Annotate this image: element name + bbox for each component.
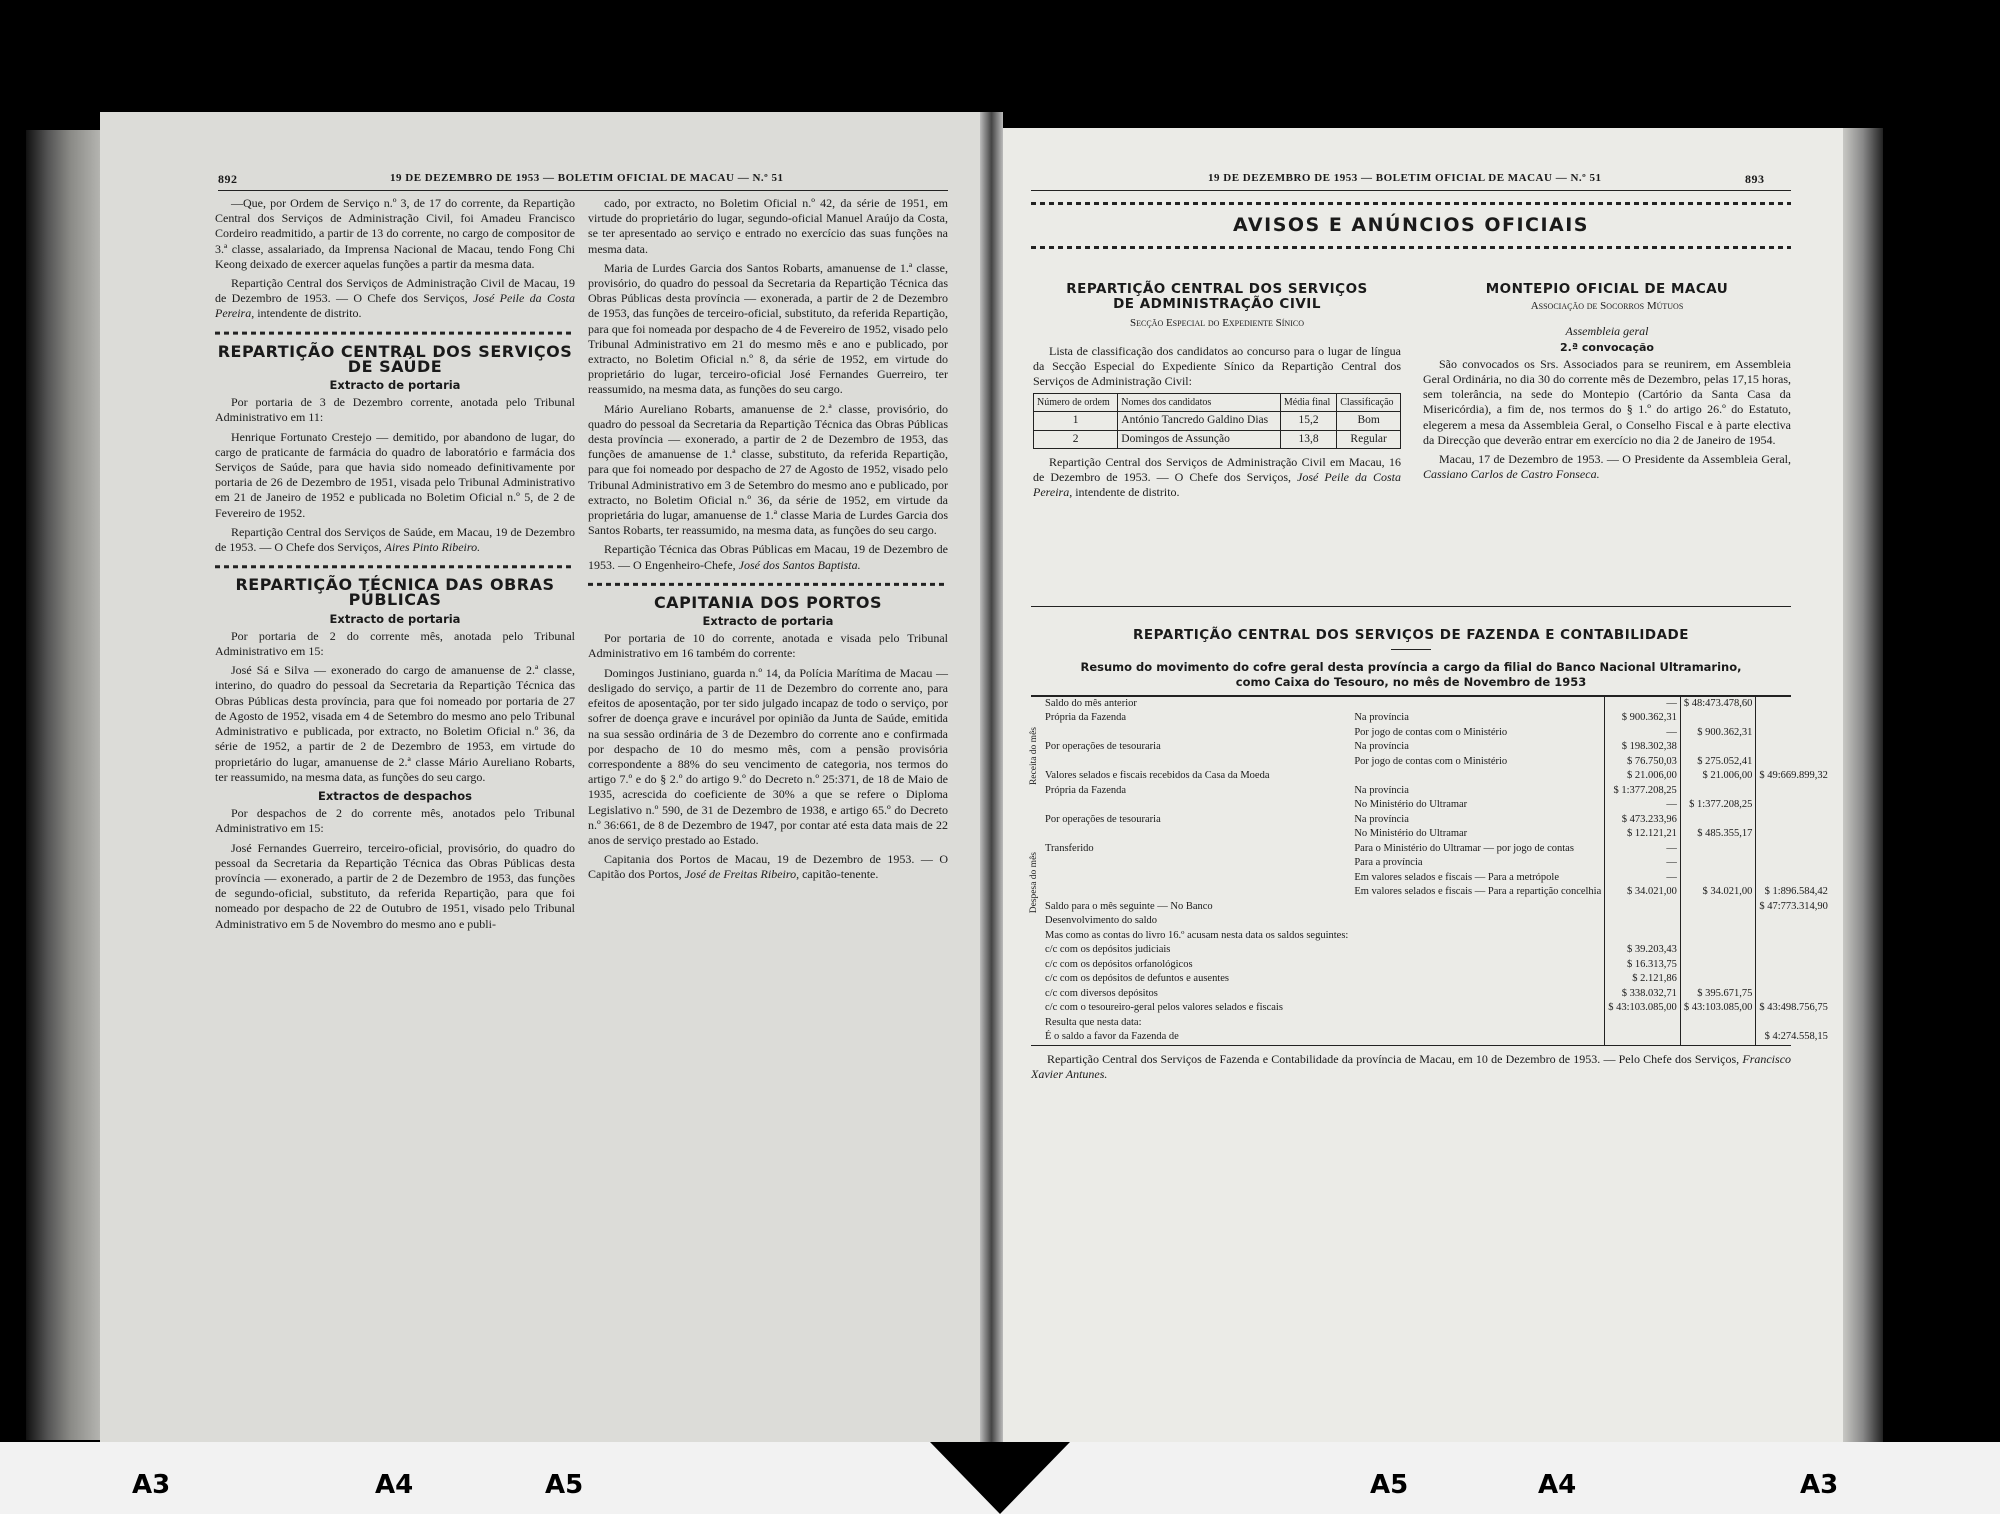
civil-title-1: REPARTIÇÃO CENTRAL DOS SERVIÇOS xyxy=(1066,281,1368,297)
table-header-row xyxy=(1034,394,1401,412)
table-row xyxy=(1031,827,1831,842)
obras-para-2: José Sá e Silva — exonerado do cargo de amanuense de 2.ª classe, interino, do quadro do pessoal da Secretaria da Repartição Técnica das Obras Públicas desta província, para que foi nomeado por portaria de 27 de Agosto de 1952, visada em 4 de Setembro do mesmo ano pelo Tribunal Administrativo e publicada, por extracto, no Boletim Oficial n.º 36, da série de 1952, a partir de 2 de Dezembro de 1953, em virtude do proprietário do lugar, amanuense de 2.ª classe Mário Aureliano Robarts, ter reassumido, na mesma data, as funções do seu cargo. xyxy=(215,663,575,784)
cell-c xyxy=(1605,914,1681,929)
table-row xyxy=(1031,842,1831,857)
film-mark: A3 xyxy=(1800,1470,1839,1500)
film-mark: A5 xyxy=(1370,1470,1409,1500)
cell-d: $ 1:377.208,25 xyxy=(1680,798,1756,813)
header-rule xyxy=(218,190,948,191)
cell-c: — xyxy=(1605,871,1681,886)
cell-a xyxy=(1031,827,1351,842)
saude-title: REPARTIÇÃO CENTRAL DOS SERVIÇOS DE SAÚDE xyxy=(217,341,573,376)
cell-d: $ 395.671,75 xyxy=(1680,987,1756,1002)
cell-b: Na província xyxy=(1354,741,1409,753)
portos-sign: Capitania dos Portos de Macau, 19 de Dezembro de 1953. — O Capitão dos Portos, José de Freitas Ribeiro, capitão-tenente. xyxy=(588,852,948,882)
cell-c: $ 34.021,00 xyxy=(1605,885,1681,900)
cell-d: $ 275.052,41 xyxy=(1680,755,1756,770)
banner-divider-bottom xyxy=(1031,242,1791,252)
cell-d xyxy=(1680,943,1756,958)
th-number: Número de ordem xyxy=(1034,394,1118,412)
saude-para-2: Henrique Fortunato Crestejo — demitido, por abandono de lugar, do cargo de praticante de farmácia do quadro de laboratório e farmácia dos Serviços de Saúde, para que havia sido nomeado definitivamente por portaria de 26 de Dezembro de 1951, visada pelo Tribunal Administrativo em 21 de Janeiro de 1952 e publicada no Boletim Oficial n.º 5, de 2 de Fevereiro de 1952. xyxy=(215,429,575,520)
cell-d: $ 485.355,17 xyxy=(1680,827,1756,842)
table-row xyxy=(1031,871,1831,886)
cell-b: Na província xyxy=(1354,784,1409,796)
obras-subtitle: Extracto de portaria xyxy=(329,611,461,626)
cell-a xyxy=(1031,885,1351,900)
section-rule xyxy=(1031,606,1791,607)
portos-subtitle: Extracto de portaria xyxy=(702,614,834,629)
cell-b: Em valores selados e fiscais — Para a repartição concelhia xyxy=(1354,886,1602,898)
obras-para-4: José Fernandes Guerreiro, terceiro-oficial, provisório, do quadro do pessoal da Secretaria da Repartição Técnica das Obras Públicas desta província — exonerado, a partir de 2 de Dezembro de 1953, das funções de segundo-oficial, substituto, da referida Repartição, para que foi nomeado por despacho de 22 de Outubro de 1951, visado pelo Tribunal Administrativo em 5 de Novembro do mesmo ano e publi- xyxy=(215,840,575,931)
cell-d xyxy=(1680,740,1756,755)
cell-e: $ 1:896.584,42 xyxy=(1756,885,1831,900)
portos-para-2: Domingos Justiniano, guarda n.º 14, da Polícia Marítima de Macau — desligado do serviço, a partir de 11 de Dezembro do corrente ano, para efeitos de aposentação, por ter sido julgado incapaz de todo o serviço, por sofrer de doença grave e incurável por opinião da Junta de Saúde, emitida na sua sessão ordinária de 3 de Dezembro do corrente ano e confirmada por despacho de 10 do mesmo mês, com a pensão provisória correspondente a 88% do seu vencimento de categoria, nos termos do artigo 7.º e do § 2.º do artigo 9.º do Decreto n.º 25:371, de 18 de Maio de 1935, acrescida do coeficiente de 30% a que se refere o Diploma Legislativo n.º 590, de 31 de Dezembro de 1938, e artigo 65.º do Decreto n.º 36:661, de 8 de Dezembro de 1947, por contar até esta data mais de 22 anos de serviço prestado ao Estado. xyxy=(588,665,948,847)
cell-e xyxy=(1756,726,1831,741)
saude-subtitle: Extracto de portaria xyxy=(329,378,461,393)
montepio-convocation: 2.ª convocação xyxy=(1560,340,1654,354)
cell-e xyxy=(1756,856,1831,871)
cell-c: $ 12.121,21 xyxy=(1605,827,1681,842)
left-page xyxy=(100,112,980,1442)
civil-notice xyxy=(1033,280,1401,504)
film-triangle-right xyxy=(1000,1442,1070,1514)
cell-d xyxy=(1680,784,1756,799)
cell-d xyxy=(1680,1016,1756,1031)
cell-b xyxy=(1351,943,1604,958)
cell-b xyxy=(1351,929,1604,944)
fazenda-table-wrap xyxy=(1029,697,1828,1045)
table-row xyxy=(1031,1016,1831,1031)
banner-divider-top xyxy=(1031,198,1791,208)
page-number: 893 xyxy=(1745,172,1765,186)
table-row xyxy=(1031,900,1831,915)
table-row xyxy=(1031,914,1831,929)
cell-b xyxy=(1351,972,1604,987)
section-divider xyxy=(215,328,575,338)
cell-a xyxy=(1031,755,1351,770)
cell-b: Na província xyxy=(1354,813,1409,825)
cell-e xyxy=(1756,958,1831,973)
fazenda-subtitle-2: como Caixa do Tesouro, no mês de Novembro de 1953 xyxy=(1235,675,1587,690)
obras-para-1: Por portaria de 2 do corrente mês, anotada pelo Tribunal Administrativo em 15: xyxy=(215,628,575,659)
cell-c: $ 900.362,31 xyxy=(1605,711,1681,726)
film-mark: A5 xyxy=(545,1470,584,1500)
despesa-label: Despesa do mês xyxy=(1029,851,1039,913)
cell-e: $ 49:669.899,32 xyxy=(1756,769,1831,784)
cell-e xyxy=(1756,871,1831,886)
table-row xyxy=(1031,755,1831,770)
cell-e xyxy=(1756,1016,1831,1031)
obras-para-3: Por despachos de 2 do corrente mês, anotados pelo Tribunal Administrativo em 15: xyxy=(215,806,575,836)
cell-d xyxy=(1680,972,1756,987)
right-page xyxy=(1003,128,1843,1442)
cell-b: Para o Ministério do Ultramar — por jogo de contas xyxy=(1354,842,1574,854)
cell-a: É o saldo a favor da Fazenda de xyxy=(1045,1031,1179,1043)
table-row xyxy=(1031,769,1831,784)
th-average: Média final xyxy=(1280,394,1336,412)
cell-c xyxy=(1605,1030,1681,1045)
cell-d: $ 21.006,00 xyxy=(1680,769,1756,784)
cell-b xyxy=(1351,1030,1604,1045)
saude-sign: Repartição Central dos Serviços de Saúde, em Macau, 19 de Dezembro de 1953. — O Chefe dos Serviços, Aires Pinto Ribeiro. xyxy=(215,524,575,555)
cell-a: c/c com os depósitos orfanológicos xyxy=(1045,958,1193,970)
cell-c: $ 473.233,96 xyxy=(1605,813,1681,828)
civil-subtitle: Secção Especial do Expediente Sínico xyxy=(1129,317,1304,330)
book-gutter xyxy=(980,112,1003,1442)
cell-d xyxy=(1680,1030,1756,1045)
fazenda-subtitle-1: Resumo do movimento do cofre geral desta província a cargo da filial do Banco Nacional Ultramarino, xyxy=(1080,660,1742,675)
cell-b xyxy=(1351,914,1604,929)
cell-a xyxy=(1031,856,1351,871)
montepio-assembly: Assembleia geral xyxy=(1565,324,1649,339)
table-row xyxy=(1031,697,1831,712)
table-row xyxy=(1031,987,1831,1002)
obras-sign: Repartição Técnica das Obras Públicas em Macau, 19 de Dezembro de 1953. — O Engenheiro-Chefe, José dos Santos Baptista. xyxy=(588,542,948,572)
cell-d: $ 43:103.085,00 xyxy=(1680,1001,1756,1016)
receita-label: Receita do mês xyxy=(1029,726,1039,785)
table-row xyxy=(1031,958,1831,973)
cell-e xyxy=(1756,711,1831,726)
cell-c: $ 2.121,86 xyxy=(1605,972,1681,987)
cell-b: Em valores selados e fiscais — Para a metrópole xyxy=(1354,871,1560,883)
cell-a: Própria da Fazenda xyxy=(1045,712,1127,724)
cell-a: Resulta que nesta data: xyxy=(1045,1016,1142,1028)
cell-a xyxy=(1031,871,1351,886)
cell-a xyxy=(1031,798,1351,813)
table-row xyxy=(1031,1001,1831,1016)
cell-b xyxy=(1351,900,1604,915)
cell-d xyxy=(1680,842,1756,857)
cell-d xyxy=(1680,871,1756,886)
cell-d xyxy=(1680,958,1756,973)
cell-b xyxy=(1351,697,1604,712)
cell-e xyxy=(1756,914,1831,929)
cell-a: Desenvolvimento do saldo xyxy=(1045,915,1157,927)
cell-e xyxy=(1756,929,1831,944)
cell-b: Para a província xyxy=(1354,857,1423,869)
cell-e: $ 43:498.756,75 xyxy=(1756,1001,1831,1016)
cell-c: $ 21.006,00 xyxy=(1605,769,1681,784)
th-classification: Classificação xyxy=(1337,394,1401,412)
cell-a: c/c com diversos depósitos xyxy=(1045,987,1158,999)
table-row xyxy=(1031,929,1831,944)
cell-c: $ 198.302,38 xyxy=(1605,740,1681,755)
cell-b: No Ministério do Ultramar xyxy=(1354,828,1468,840)
fazenda-sign: Repartição Central dos Serviços de Fazenda e Contabilidade da província de Macau, em 10 de Dezembro de 1953. — Pelo Chefe dos Serviços, Francisco Xavier Antunes. xyxy=(1031,1051,1792,1081)
cell-b: Por jogo de contas com o Ministério xyxy=(1354,726,1508,738)
cell-e xyxy=(1756,972,1831,987)
cell-d: $ 48:473.478,60 xyxy=(1680,697,1756,712)
portos-title: CAPITANIA DOS PORTOS xyxy=(653,592,883,612)
fazenda-notice xyxy=(1029,624,1828,1086)
cell-e xyxy=(1756,755,1831,770)
civil-para: Lista de classificação dos candidatos ao concurso para o lugar de língua da Secção Especial do Expediente Sínico da Repartição Central dos Serviços de Administração Civil: xyxy=(1033,343,1401,389)
table-row xyxy=(1031,740,1831,755)
cell-a: c/c com o tesoureiro-geral pelos valores selados e fiscais xyxy=(1045,1002,1283,1014)
film-triangle-left xyxy=(930,1442,1000,1514)
film-mark: A4 xyxy=(375,1470,414,1500)
cell-a: Transferido xyxy=(1045,842,1094,854)
cell-a: Própria da Fazenda xyxy=(1045,784,1127,796)
montepio-sign: Macau, 17 de Dezembro de 1953. — O Presidente da Assembleia Geral, Cassiano Carlos de Castro Fonseca. xyxy=(1423,452,1791,482)
table-row xyxy=(1031,711,1831,726)
cell-a: Saldo para o mês seguinte — No Banco xyxy=(1045,900,1213,912)
th-names: Nomes dos candidatos xyxy=(1118,394,1281,412)
obras-cont-3: Mário Aureliano Robarts, amanuense de 2.ª classe, provisório, do quadro do pessoal da Secretaria da Repartição Técnica das Obras Públicas desta província — exonerado, a partir de 2 de Dezembro de 1953, das funções de amanuense de 1.ª classe, substituto, da referida Repartição, para que foi nomeado por despacho de 27 de Agosto de 1952, visado pelo Tribunal Administrativo em 3 de Setembro do mesmo ano e publicado, por extracto, no Boletim Oficial n.º 36, da série de 1952, em virtude da proprietária do lugar, amanuense de 1.ª classe Maria de Lurdes Garcia dos Santos Robarts, ter reassumido, na mesma data, as funções do seu cargo. xyxy=(588,401,948,538)
montepio-subtitle: Associação de Socorros Mútuos xyxy=(1530,300,1684,313)
cell-e xyxy=(1756,697,1831,712)
cell-b: Por jogo de contas com o Ministério xyxy=(1354,755,1508,767)
cell-e xyxy=(1756,943,1831,958)
title-rule xyxy=(1391,649,1431,650)
cell-d xyxy=(1680,856,1756,871)
montepio-title: MONTEPIO OFICIAL DE MACAU xyxy=(1485,281,1729,297)
table-row: 2 Domingos de Assunção 13,8 Regular xyxy=(1034,430,1401,448)
cell-c: — xyxy=(1605,697,1681,712)
right-page-edge xyxy=(1843,128,1883,1442)
table-row xyxy=(1031,943,1831,958)
cell-a: Por operações de tesouraria xyxy=(1045,741,1161,753)
portos-para-1: Por portaria de 10 do corrente, anotada e visada pelo Tribunal Administrativo em 16 também do corrente: xyxy=(588,631,948,661)
table-row xyxy=(1031,784,1831,799)
cell-b: No Ministério do Ultramar xyxy=(1354,799,1468,811)
left-column-1 xyxy=(215,196,575,936)
cell-b xyxy=(1351,987,1604,1002)
montepio-notice xyxy=(1423,280,1791,486)
table-row xyxy=(1031,1030,1831,1045)
cell-b xyxy=(1351,1001,1604,1016)
cell-c xyxy=(1605,900,1681,915)
obras-title: REPARTIÇÃO TÉCNICA DAS OBRAS PÚBLICAS xyxy=(235,575,555,610)
left-page-edge xyxy=(26,130,100,1440)
cell-c xyxy=(1605,929,1681,944)
cell-e: $ 4:274.558,15 xyxy=(1756,1030,1831,1045)
table-row xyxy=(1031,813,1831,828)
cell-d xyxy=(1680,929,1756,944)
civil-sign: Repartição Central dos Serviços de Administração Civil em Macau, 16 de Dezembro de 1953. — O Chefe dos Serviços, José Peile da Costa Pereira, intendente de distrito. xyxy=(1033,454,1401,500)
film-mark: A3 xyxy=(132,1470,171,1500)
film-mark: A4 xyxy=(1538,1470,1577,1500)
cell-e xyxy=(1756,987,1831,1002)
civil-sign: Repartição Central dos Serviços de Administração Civil de Macau, 19 de Dezembro de 1953. — O Chefe dos Serviços, José Peile da Costa Pereira, intendente de distrito. xyxy=(215,276,575,321)
cell-e xyxy=(1756,827,1831,842)
running-title: 19 DE DEZEMBRO DE 1953 — BOLETIM OFICIAL DE MACAU — N.º 51 xyxy=(1208,172,1602,184)
cell-d xyxy=(1680,900,1756,915)
cell-b xyxy=(1351,1016,1604,1031)
cell-c: — xyxy=(1605,798,1681,813)
cell-c: $ 76.750,03 xyxy=(1605,755,1681,770)
cell-a: Mas como as contas do livro 16.º acusam nesta data os saldos seguintes: xyxy=(1045,929,1349,941)
saude-para-1: Por portaria de 3 de Dezembro corrente, anotada pelo Tribunal Administrativo em 11: xyxy=(215,395,575,425)
banner-area xyxy=(1031,192,1791,258)
cell-c: $ 43:103.085,00 xyxy=(1605,1001,1681,1016)
cell-c: — xyxy=(1605,856,1681,871)
running-title: 19 DE DEZEMBRO DE 1953 — BOLETIM OFICIAL DE MACAU — N.º 51 xyxy=(390,172,784,184)
table-bottom-rule xyxy=(1031,1045,1791,1046)
cell-e xyxy=(1756,740,1831,755)
table-row xyxy=(1031,798,1831,813)
obras-cont-1: cado, por extracto, no Boletim Oficial n.º 42, da série de 1951, em virtude do proprietário do lugar, segundo-oficial Manuel Araújo da Costa, se ter apresentado ao serviço e entrado no exercício das suas funções na mesma data. xyxy=(588,196,948,256)
civil-title-2: DE ADMINISTRAÇÃO CIVIL xyxy=(1113,296,1321,313)
cell-c: $ 16.313,75 xyxy=(1605,958,1681,973)
table-row xyxy=(1031,972,1831,987)
candidates-table xyxy=(1033,393,1401,449)
cell-d xyxy=(1680,813,1756,828)
cash-summary-table xyxy=(1031,697,1831,1045)
montepio-para: São convocados os Srs. Associados para se reunirem, em Assembleia Geral Ordinária, no dia 30 do corrente mês de Dezembro, pelas 17,15 horas, sem tolerância, na sede do Montepio (Cartório da Santa Casa da Misericórdia), a fim de, nos termos do § 1.º do artigo 26.º do Estatuto, elegerem a mesa da Assembleia Geral, o Conselho Fiscal e à parte electiva da Direcção que deverão entrar em exercício no dia 2 de Janeiro de 1954. xyxy=(1423,356,1791,447)
cell-e: $ 47:773.314,90 xyxy=(1756,900,1831,915)
cell-a: Valores selados e fiscais recebidos da Casa da Moeda xyxy=(1045,770,1270,782)
cell-b xyxy=(1351,769,1604,784)
table-row xyxy=(1031,856,1831,871)
cell-d xyxy=(1680,711,1756,726)
page-number: 892 xyxy=(218,172,238,186)
civil-intro: —Que, por Ordem de Serviço n.º 3, de 17 do corrente, da Repartição Central dos Serviços de Administração Civil, foi Amadeu Francisco Cordeiro readmitido, a partir de 13 do corrente, no cargo de compositor de 3.ª classe, assalariado, da Imprensa Nacional de Macau, tendo Fong Chi Keong deixado de exercer aquelas funções a partir da mesma data. xyxy=(215,196,575,271)
banner-title: AVISOS E ANÚNCIOS OFICIAIS xyxy=(1233,214,1589,236)
cell-a: Saldo do mês anterior xyxy=(1045,697,1137,709)
cell-c: — xyxy=(1605,726,1681,741)
cell-c: $ 39.203,43 xyxy=(1605,943,1681,958)
cell-c xyxy=(1605,1016,1681,1031)
cell-a: c/c com os depósitos judiciais xyxy=(1045,944,1171,956)
obras-cont-2: Maria de Lurdes Garcia dos Santos Robarts, amanuense de 1.ª classe, provisório, do quadro do pessoal da Secretaria da Repartição Técnica das Obras Públicas desta província — exonerada, a partir de 2 de Dezembro de 1953, das funções de terceiro-oficial, substituto, da referida Repartição, para que foi nomeada por despacho de 4 de Fevereiro de 1952, visado pelo Tribunal Administrativo em 21 do mesmo mês e ano e publicado, por extracto, no Boletim Oficial n.º 8, da série de 1952, em virtude do proprietário do lugar, terceiro-oficial José Fernandes Guerreiro, ter reassumido, na mesma data, as funções do seu cargo. xyxy=(588,260,948,397)
table-row xyxy=(1031,885,1831,900)
cell-d xyxy=(1680,914,1756,929)
cell-b: Na província xyxy=(1354,712,1409,724)
cell-d: $ 34.021,00 xyxy=(1680,885,1756,900)
cell-a: c/c com os depósitos de defuntos e ausentes xyxy=(1045,973,1229,985)
section-divider xyxy=(215,561,575,571)
table-row xyxy=(1031,726,1831,741)
cell-e xyxy=(1756,798,1831,813)
fazenda-title: REPARTIÇÃO CENTRAL DOS SERVIÇOS DE FAZENDA E CONTABILIDADE xyxy=(1133,627,1689,643)
header-rule xyxy=(1031,190,1791,191)
cell-e xyxy=(1756,813,1831,828)
cell-b xyxy=(1351,958,1604,973)
cell-c: — xyxy=(1605,842,1681,857)
table-row: 1 António Tancredo Galdino Dias 15,2 Bom xyxy=(1034,412,1401,430)
cell-e xyxy=(1756,842,1831,857)
cell-a xyxy=(1031,726,1351,741)
cell-a: Por operações de tesouraria xyxy=(1045,813,1161,825)
left-column-2 xyxy=(588,196,948,887)
cell-e xyxy=(1756,784,1831,799)
cell-c: $ 1:377.208,25 xyxy=(1605,784,1681,799)
section-divider xyxy=(588,579,948,589)
cell-d: $ 900.362,31 xyxy=(1680,726,1756,741)
cell-c: $ 338.032,71 xyxy=(1605,987,1681,1002)
obras-subtitle-2: Extractos de despachos xyxy=(318,788,472,803)
